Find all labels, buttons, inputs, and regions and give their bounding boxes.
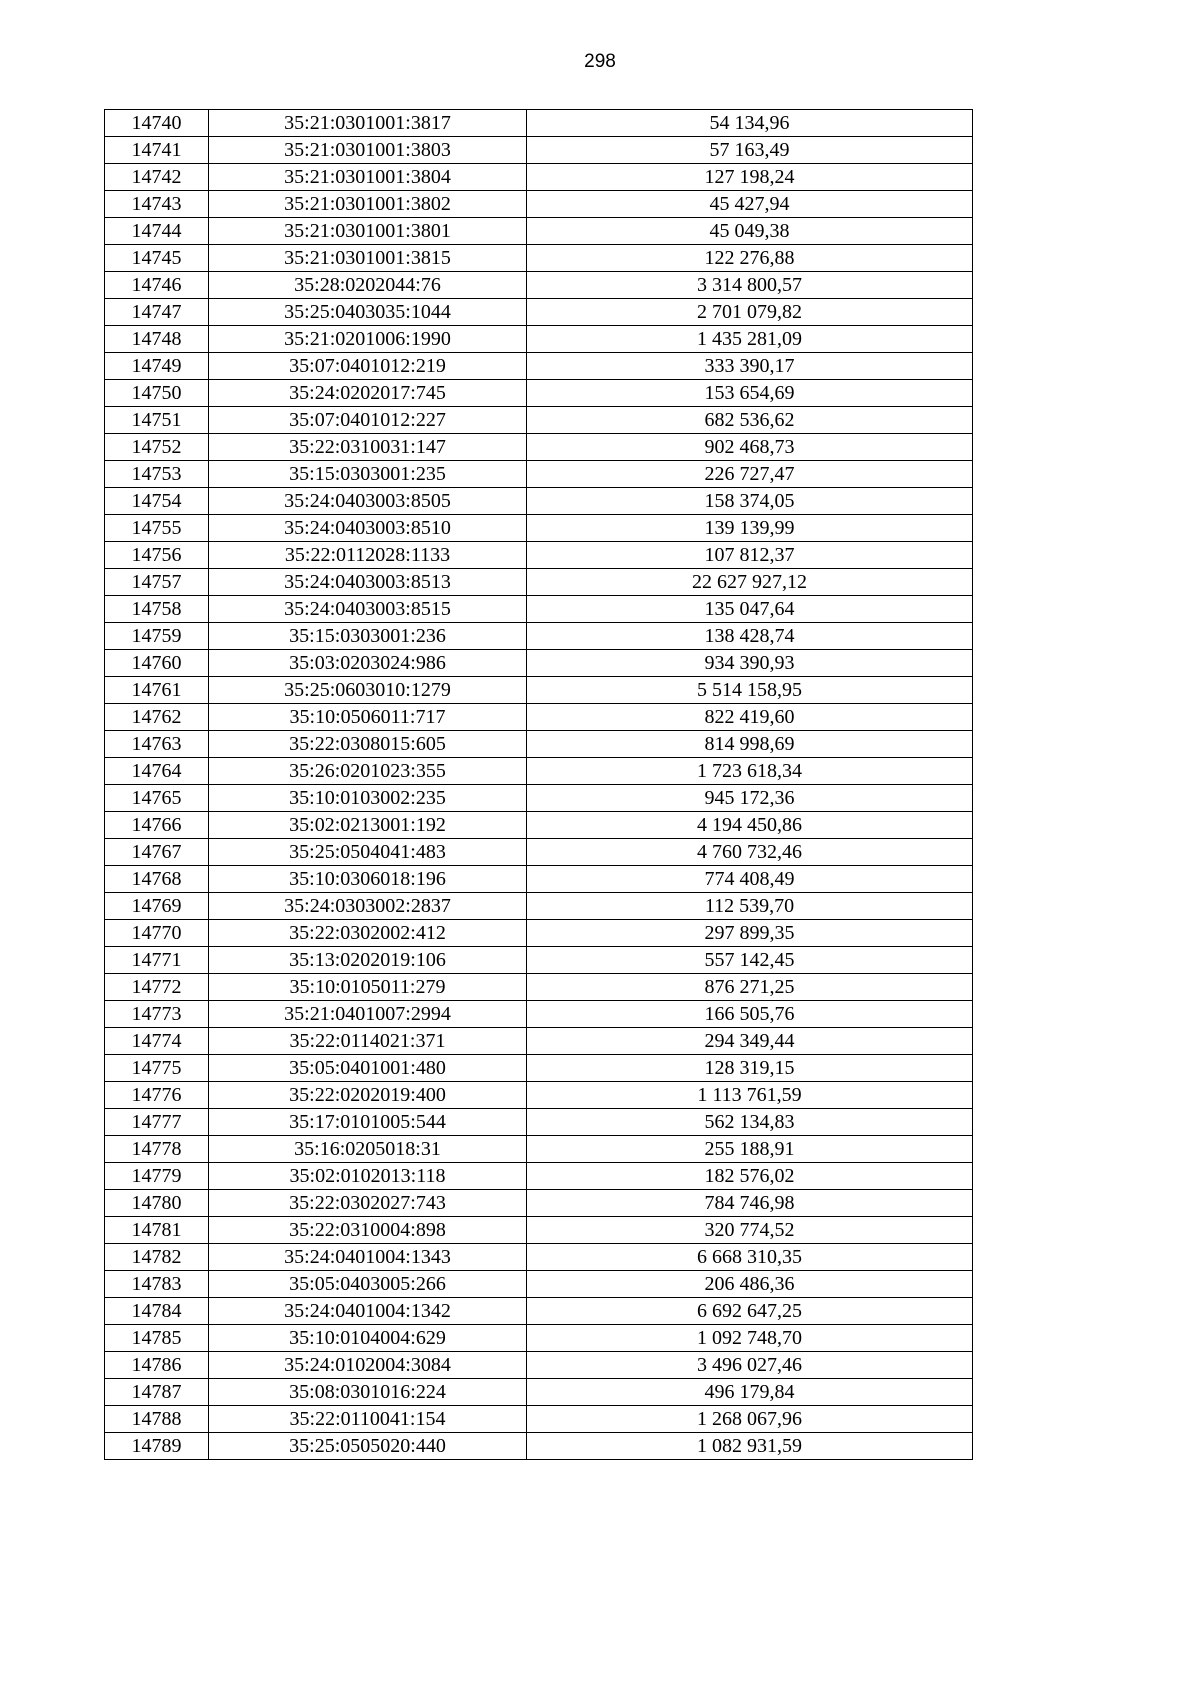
row-number-cell: 14756: [105, 542, 209, 569]
row-number-cell: 14753: [105, 461, 209, 488]
value-cell: 1 435 281,09: [527, 326, 973, 353]
cadastral-number-cell: 35:05:0401001:480: [209, 1055, 527, 1082]
cadastral-number-cell: 35:10:0506011:717: [209, 704, 527, 731]
cadastral-number-cell: 35:25:0505020:440: [209, 1433, 527, 1460]
row-number-cell: 14744: [105, 218, 209, 245]
value-cell: 1 082 931,59: [527, 1433, 973, 1460]
cadastral-number-cell: 35:22:0302027:743: [209, 1190, 527, 1217]
table-row: [105, 920, 973, 947]
table-row: [105, 407, 973, 434]
value-cell: 158 374,05: [527, 488, 973, 515]
value-cell: 107 812,37: [527, 542, 973, 569]
value-cell: 255 188,91: [527, 1136, 973, 1163]
row-number-cell: 14781: [105, 1217, 209, 1244]
table-row: [105, 1352, 973, 1379]
value-cell: 4 194 450,86: [527, 812, 973, 839]
value-cell: 54 134,96: [527, 110, 973, 137]
value-cell: 153 654,69: [527, 380, 973, 407]
row-number-cell: 14751: [105, 407, 209, 434]
cadastral-number-cell: 35:02:0102013:118: [209, 1163, 527, 1190]
value-cell: 1 268 067,96: [527, 1406, 973, 1433]
value-cell: 138 428,74: [527, 623, 973, 650]
value-cell: 682 536,62: [527, 407, 973, 434]
cadastral-number-cell: 35:10:0103002:235: [209, 785, 527, 812]
row-number-cell: 14754: [105, 488, 209, 515]
cadastral-number-cell: 35:03:0203024:986: [209, 650, 527, 677]
value-cell: 1 092 748,70: [527, 1325, 973, 1352]
cadastral-number-cell: 35:02:0213001:192: [209, 812, 527, 839]
row-number-cell: 14752: [105, 434, 209, 461]
value-cell: 945 172,36: [527, 785, 973, 812]
cadastral-number-cell: 35:22:0112028:1133: [209, 542, 527, 569]
cadastral-number-cell: 35:21:0301001:3801: [209, 218, 527, 245]
table-row: [105, 353, 973, 380]
table-row: [105, 596, 973, 623]
cadastral-number-cell: 35:15:0303001:236: [209, 623, 527, 650]
cadastral-number-cell: 35:10:0105011:279: [209, 974, 527, 1001]
value-cell: 135 047,64: [527, 596, 973, 623]
row-number-cell: 14745: [105, 245, 209, 272]
table-row: [105, 623, 973, 650]
value-cell: 3 314 800,57: [527, 272, 973, 299]
cadastral-number-cell: 35:08:0301016:224: [209, 1379, 527, 1406]
value-cell: 876 271,25: [527, 974, 973, 1001]
table-row: [105, 461, 973, 488]
table-body: [105, 110, 973, 1460]
table-row: [105, 1028, 973, 1055]
table-row: [105, 947, 973, 974]
table-row: [105, 1271, 973, 1298]
page-number: 298: [584, 51, 616, 72]
value-cell: 1 723 618,34: [527, 758, 973, 785]
row-number-cell: 14765: [105, 785, 209, 812]
row-number-cell: 14763: [105, 731, 209, 758]
value-cell: 562 134,83: [527, 1109, 973, 1136]
cadastral-number-cell: 35:25:0504041:483: [209, 839, 527, 866]
value-cell: 139 139,99: [527, 515, 973, 542]
cadastral-number-cell: 35:26:0201023:355: [209, 758, 527, 785]
cadastral-number-cell: 35:16:0205018:31: [209, 1136, 527, 1163]
table-row: [105, 164, 973, 191]
value-cell: 6 692 647,25: [527, 1298, 973, 1325]
cadastral-number-cell: 35:22:0114021:371: [209, 1028, 527, 1055]
table-row: [105, 110, 973, 137]
table-row: [105, 704, 973, 731]
table-row: [105, 515, 973, 542]
cadastral-number-cell: 35:10:0104004:629: [209, 1325, 527, 1352]
table-row: [105, 299, 973, 326]
row-number-cell: 14772: [105, 974, 209, 1001]
table-row: [105, 1244, 973, 1271]
row-number-cell: 14780: [105, 1190, 209, 1217]
value-cell: 2 701 079,82: [527, 299, 973, 326]
cadastral-number-cell: 35:22:0310004:898: [209, 1217, 527, 1244]
cadastral-number-cell: 35:21:0401007:2994: [209, 1001, 527, 1028]
value-cell: 57 163,49: [527, 137, 973, 164]
row-number-cell: 14774: [105, 1028, 209, 1055]
value-cell: 333 390,17: [527, 353, 973, 380]
cadastral-value-table: [104, 109, 973, 1460]
table-row: [105, 866, 973, 893]
row-number-cell: 14761: [105, 677, 209, 704]
row-number-cell: 14766: [105, 812, 209, 839]
value-cell: 45 049,38: [527, 218, 973, 245]
cadastral-number-cell: 35:10:0306018:196: [209, 866, 527, 893]
row-number-cell: 14776: [105, 1082, 209, 1109]
table-row: [105, 974, 973, 1001]
row-number-cell: 14757: [105, 569, 209, 596]
value-cell: 294 349,44: [527, 1028, 973, 1055]
table-row: [105, 1136, 973, 1163]
row-number-cell: 14786: [105, 1352, 209, 1379]
table-row: [105, 434, 973, 461]
value-cell: 122 276,88: [527, 245, 973, 272]
cadastral-number-cell: 35:22:0310031:147: [209, 434, 527, 461]
value-cell: 320 774,52: [527, 1217, 973, 1244]
cadastral-number-cell: 35:24:0403003:8505: [209, 488, 527, 515]
table-row: [105, 1163, 973, 1190]
cadastral-number-cell: 35:05:0403005:266: [209, 1271, 527, 1298]
row-number-cell: 14758: [105, 596, 209, 623]
cadastral-number-cell: 35:24:0202017:745: [209, 380, 527, 407]
table-row: [105, 785, 973, 812]
row-number-cell: 14741: [105, 137, 209, 164]
value-cell: 128 319,15: [527, 1055, 973, 1082]
cadastral-number-cell: 35:24:0303002:2837: [209, 893, 527, 920]
cadastral-number-cell: 35:07:0401012:219: [209, 353, 527, 380]
table-row: [105, 839, 973, 866]
table-row: [105, 272, 973, 299]
cadastral-number-cell: 35:22:0202019:400: [209, 1082, 527, 1109]
table-row: [105, 677, 973, 704]
cadastral-number-cell: 35:24:0102004:3084: [209, 1352, 527, 1379]
table-row: [105, 1217, 973, 1244]
table-row: [105, 1082, 973, 1109]
row-number-cell: 14768: [105, 866, 209, 893]
row-number-cell: 14764: [105, 758, 209, 785]
row-number-cell: 14769: [105, 893, 209, 920]
cadastral-number-cell: 35:22:0302002:412: [209, 920, 527, 947]
value-cell: 112 539,70: [527, 893, 973, 920]
value-cell: 6 668 310,35: [527, 1244, 973, 1271]
row-number-cell: 14762: [105, 704, 209, 731]
table-row: [105, 1055, 973, 1082]
table-row: [105, 758, 973, 785]
cadastral-number-cell: 35:15:0303001:235: [209, 461, 527, 488]
cadastral-number-cell: 35:17:0101005:544: [209, 1109, 527, 1136]
cadastral-number-cell: 35:13:0202019:106: [209, 947, 527, 974]
table-row: [105, 1325, 973, 1352]
value-cell: 45 427,94: [527, 191, 973, 218]
value-cell: 774 408,49: [527, 866, 973, 893]
table-row: [105, 812, 973, 839]
table-row: [105, 542, 973, 569]
row-number-cell: 14770: [105, 920, 209, 947]
cadastral-number-cell: 35:21:0301001:3802: [209, 191, 527, 218]
value-cell: 3 496 027,46: [527, 1352, 973, 1379]
row-number-cell: 14746: [105, 272, 209, 299]
row-number-cell: 14773: [105, 1001, 209, 1028]
table-row: [105, 488, 973, 515]
table-row: [105, 1379, 973, 1406]
cadastral-number-cell: 35:24:0401004:1342: [209, 1298, 527, 1325]
value-cell: 206 486,36: [527, 1271, 973, 1298]
row-number-cell: 14787: [105, 1379, 209, 1406]
row-number-cell: 14749: [105, 353, 209, 380]
table-row: [105, 650, 973, 677]
table-row: [105, 1190, 973, 1217]
row-number-cell: 14759: [105, 623, 209, 650]
value-cell: 814 998,69: [527, 731, 973, 758]
row-number-cell: 14775: [105, 1055, 209, 1082]
table-row: [105, 245, 973, 272]
row-number-cell: 14789: [105, 1433, 209, 1460]
cadastral-number-cell: 35:24:0403003:8515: [209, 596, 527, 623]
table-row: [105, 1406, 973, 1433]
table-row: [105, 191, 973, 218]
value-cell: 182 576,02: [527, 1163, 973, 1190]
value-cell: 902 468,73: [527, 434, 973, 461]
cadastral-number-cell: 35:28:0202044:76: [209, 272, 527, 299]
row-number-cell: 14782: [105, 1244, 209, 1271]
table-row: [105, 326, 973, 353]
table-row: [105, 137, 973, 164]
row-number-cell: 14755: [105, 515, 209, 542]
cadastral-number-cell: 35:25:0603010:1279: [209, 677, 527, 704]
table-row: [105, 1109, 973, 1136]
row-number-cell: 14785: [105, 1325, 209, 1352]
value-cell: 166 505,76: [527, 1001, 973, 1028]
cadastral-number-cell: 35:21:0301001:3815: [209, 245, 527, 272]
cadastral-number-cell: 35:21:0301001:3817: [209, 110, 527, 137]
table-row: [105, 380, 973, 407]
value-cell: 496 179,84: [527, 1379, 973, 1406]
row-number-cell: 14778: [105, 1136, 209, 1163]
row-number-cell: 14777: [105, 1109, 209, 1136]
cadastral-number-cell: 35:24:0403003:8510: [209, 515, 527, 542]
row-number-cell: 14750: [105, 380, 209, 407]
table-row: [105, 218, 973, 245]
row-number-cell: 14783: [105, 1271, 209, 1298]
row-number-cell: 14743: [105, 191, 209, 218]
row-number-cell: 14748: [105, 326, 209, 353]
row-number-cell: 14760: [105, 650, 209, 677]
value-cell: 1 113 761,59: [527, 1082, 973, 1109]
row-number-cell: 14740: [105, 110, 209, 137]
table-row: [105, 1298, 973, 1325]
cadastral-number-cell: 35:21:0301001:3803: [209, 137, 527, 164]
cadastral-number-cell: 35:24:0401004:1343: [209, 1244, 527, 1271]
value-cell: 784 746,98: [527, 1190, 973, 1217]
value-cell: 934 390,93: [527, 650, 973, 677]
value-cell: 5 514 158,95: [527, 677, 973, 704]
row-number-cell: 14788: [105, 1406, 209, 1433]
table-row: [105, 1001, 973, 1028]
table-row: [105, 731, 973, 758]
value-cell: 557 142,45: [527, 947, 973, 974]
row-number-cell: 14779: [105, 1163, 209, 1190]
table-row: [105, 893, 973, 920]
value-cell: 226 727,47: [527, 461, 973, 488]
value-cell: 127 198,24: [527, 164, 973, 191]
table-row: [105, 1433, 973, 1460]
cadastral-number-cell: 35:22:0110041:154: [209, 1406, 527, 1433]
cadastral-number-cell: 35:24:0403003:8513: [209, 569, 527, 596]
value-cell: 822 419,60: [527, 704, 973, 731]
cadastral-number-cell: 35:22:0308015:605: [209, 731, 527, 758]
table-row: [105, 569, 973, 596]
value-cell: 4 760 732,46: [527, 839, 973, 866]
cadastral-number-cell: 35:21:0201006:1990: [209, 326, 527, 353]
value-cell: 297 899,35: [527, 920, 973, 947]
cadastral-number-cell: 35:07:0401012:227: [209, 407, 527, 434]
row-number-cell: 14767: [105, 839, 209, 866]
cadastral-number-cell: 35:25:0403035:1044: [209, 299, 527, 326]
cadastral-number-cell: 35:21:0301001:3804: [209, 164, 527, 191]
row-number-cell: 14742: [105, 164, 209, 191]
row-number-cell: 14747: [105, 299, 209, 326]
value-cell: 22 627 927,12: [527, 569, 973, 596]
row-number-cell: 14784: [105, 1298, 209, 1325]
row-number-cell: 14771: [105, 947, 209, 974]
